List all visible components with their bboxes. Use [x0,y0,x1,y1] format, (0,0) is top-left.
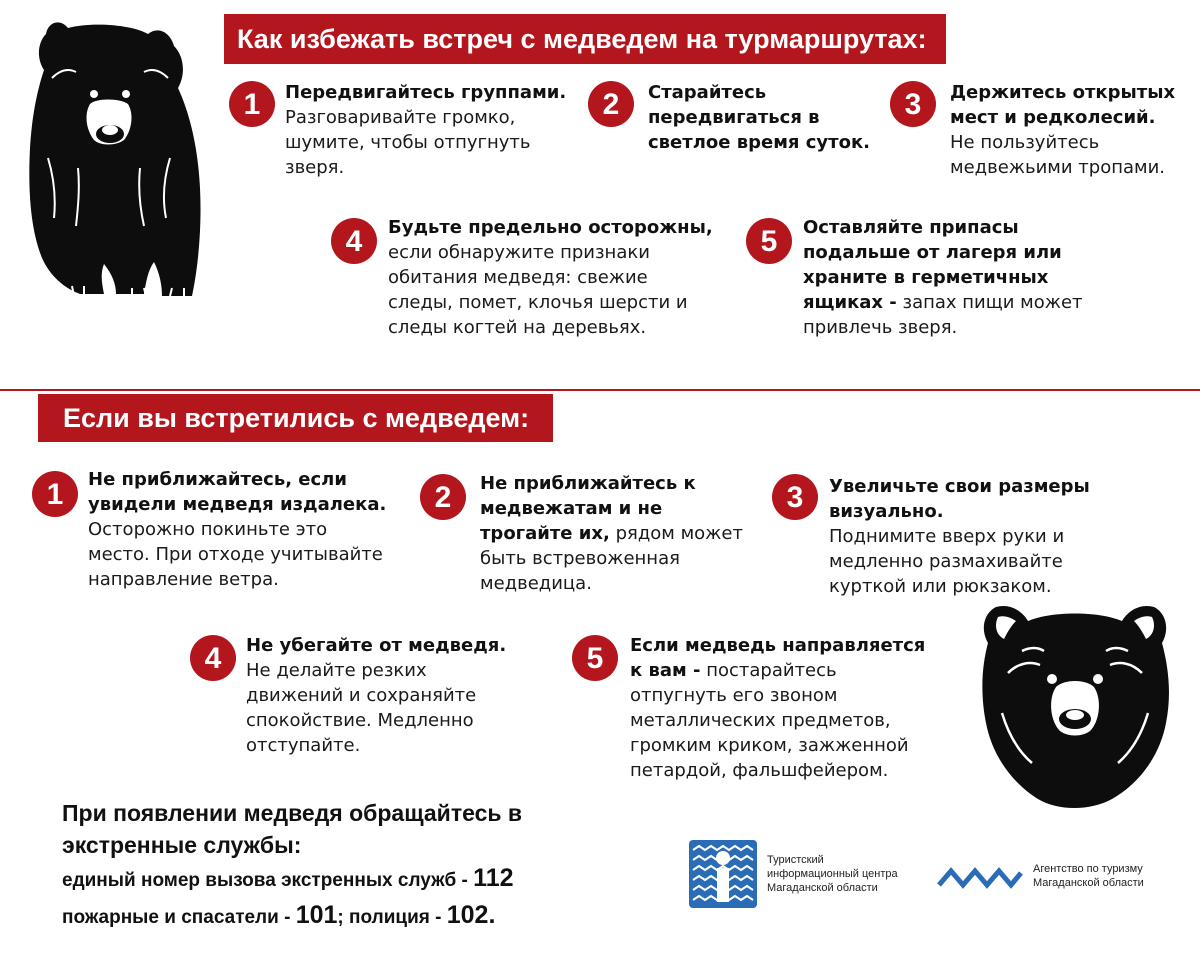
tip-number-badge-2 [588,81,634,127]
tip-text: Осторожно покиньте это место. При отходе учитывайте направление ветра. [88,519,383,590]
tip-number-badge-5 [746,218,792,264]
emergency-title-line2: экстренные службы: [62,832,302,858]
tip-bold: Если медведь направляется к вам - [630,635,926,681]
tip-bold: Не приближайтесь, если увидели медведя издалека. [88,469,387,515]
tip-number-badge-4 [331,218,377,264]
tourism-agency-logo [937,862,1144,890]
tip-text: рядом может быть встревоженная медведица. [480,523,743,594]
emergency-line-112 [62,861,622,898]
encounter-number-5: 5 [586,642,604,675]
section1-tip-1 [285,80,570,180]
section2-title: Если вы встретились с медведем: [63,402,530,433]
tip-text: постарайтесь отпугнуть его звоном металлических предметов, громким криком, зажженной петардой, фальшфейером. [630,660,909,781]
section1-title-banner [224,14,946,64]
tip-number-4: 4 [345,225,363,258]
tip-text: Не пользуйтесь медвежьими тропами. [950,132,1166,178]
encounter-number-3: 3 [786,481,804,514]
tip-bold: Оставляйте припасы подальше от лагеря или храните в герметичных ящиках - [803,217,1062,313]
tip-bold: Не убегайте от медведя. [246,635,507,656]
emergency-number-102: 102. [446,901,496,929]
tip-text: запах пищи может привлечь зверя. [803,292,1083,338]
tip-bold: Старайтесь передвигаться в светлое время суток. [648,82,871,153]
tip-bold: Увеличьте свои размеры визуально. [829,476,1090,522]
tip-number-2: 2 [602,88,620,121]
tip-text: если обнаружите признаки обитания медведя: свежие следы, помет, клочья шерсти и следы когтей на деревьях. [388,242,688,338]
section2-tip-1 [88,467,388,592]
encounter-number-2: 2 [434,481,452,514]
section1-tip-2 [648,80,873,155]
emergency-number-101: 101 [295,901,338,929]
emergency-number-112: 112 [473,864,514,892]
tourist-info-center-name [767,853,898,895]
section2-tip-2 [480,471,752,596]
encounter-number-4: 4 [204,642,222,675]
tip-number-1: 1 [243,88,261,121]
section1-tip-5 [803,215,1103,340]
encounter-number-badge-5 [572,635,618,681]
section1-tip-3 [950,80,1182,180]
tip-text: Поднимите вверх руки и медленно размахивайте курткой или рюкзаком. [829,526,1065,597]
section-divider [0,389,1200,391]
tip-text: Не делайте резких движений и сохраняйте спокойствие. Медленно отступайте. [246,660,477,756]
emergency-title-line1: При появлении медведя обращайтесь в [62,800,523,826]
section2-title-banner [38,394,553,442]
tip-bold: Держитесь открытых мест и редколесий. [950,82,1176,128]
section2-tip-3 [829,474,1099,599]
encounter-number-badge-1 [32,471,78,517]
tourism-agency-name [1033,862,1144,890]
agency-line1: Агентство по туризму [1033,863,1143,875]
section2-tip-4 [246,633,516,758]
tic-line3: Магаданской области [767,882,878,894]
emergency-line2-text-b: ; полиция - [337,907,442,928]
tourist-info-center-logo [689,840,898,908]
mountains-logo-icon [937,863,1023,889]
emergency-line-101-102 [62,898,622,935]
tip-number-badge-3 [890,81,936,127]
tic-line2: информационный центра [767,868,898,880]
section1-title: Как избежать встреч с медведем на турмаршрутах: [237,23,927,54]
standing-bear-illustration [20,18,205,303]
tip-number-badge-1 [229,81,275,127]
encounter-number-badge-2 [420,474,466,520]
tip-number-3: 3 [904,88,922,121]
emergency-line1-text: единый номер вызова экстренных служб - [62,870,468,891]
tip-bold: Не приближайтесь к медвежатам и не трогайте их, [480,473,696,544]
tip-bold: Передвигайтесь группами. [285,82,567,103]
emergency-line2-text-a: пожарные и спасатели - [62,907,291,928]
tip-number-5: 5 [760,225,778,258]
tic-line1: Туристский [767,854,824,866]
section2-tip-5 [630,633,930,783]
encounter-number-badge-4 [190,635,236,681]
info-logo-icon [689,840,757,908]
section1-tip-4 [388,215,713,340]
tip-bold: Будьте предельно осторожны, [388,217,713,238]
bear-head-illustration [978,603,1173,815]
emergency-info [62,797,622,935]
agency-line2: Магаданской области [1033,877,1144,889]
encounter-number-1: 1 [46,478,64,511]
tip-text: Разговаривайте громко, шумите, чтобы отпугнуть зверя. [285,107,531,178]
encounter-number-badge-3 [772,474,818,520]
